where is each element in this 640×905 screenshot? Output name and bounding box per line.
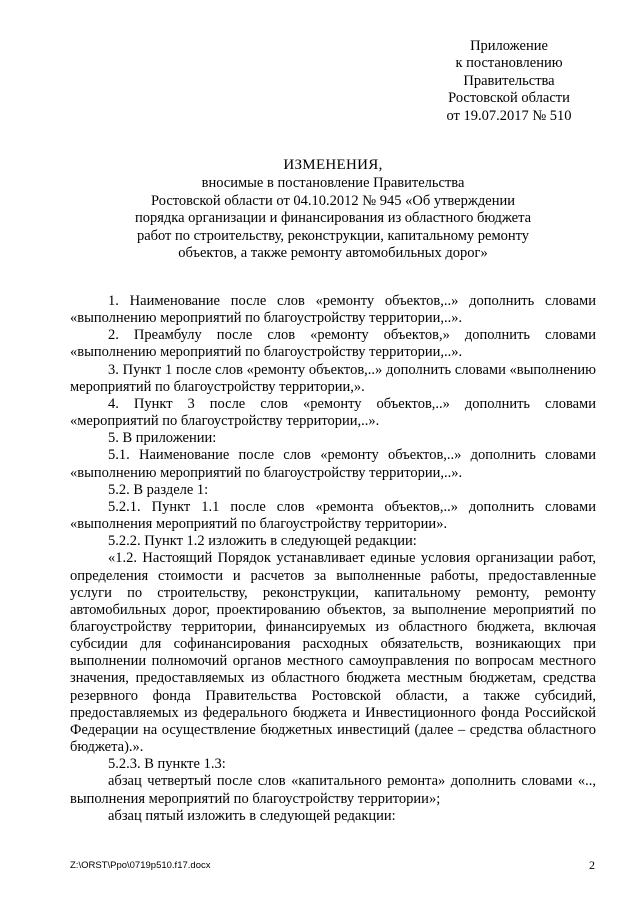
- appendix-line: Ростовской области: [448, 90, 570, 107]
- paragraph-item-5-2-2: 5.2.2. Пункт 1.2 изложить в следующей редакции:: [108, 533, 417, 550]
- paragraph-item-2: 2. Преамбулу после слов «ремонту объектов,» дополнить словами «выполнению мероприятий по благоустройству территории,..».: [70, 327, 596, 361]
- paragraph-quoted-1-2: «1.2. Настоящий Порядок устанавливает единые условия организации работ, определения стоимости и расчетов за выполненные работы, предоставленные услуги по строительству, реконструкции, капитальному ремонту, ремонту автомобильных дорог, проектированию объектов, за выполнение мероприятий по благоустройству территории, финансируемых из областного бюджета, включая субсидии для софинансирования расходных обязательств, возникающих при выполнении полномочий органов местного самоуправления по вопросам местного значения, предоставляемых из областного бюджета местным бюджетам, средства резервного фонда Правительства Ростовской области, а также субсидий, предоставляемых из федерального бюджета и Инвестиционного фонда Российской Федерации на осуществление бюджетных инвестиций (далее – средства областного бюджета).».: [70, 550, 596, 756]
- paragraph-item-5-2-1: 5.2.1. Пункт 1.1 после слов «ремонта объектов,..» дополнить словами «выполнения мероприятий по благоустройству территории».: [70, 498, 596, 533]
- paragraph-abzac-4: абзац четвертый после слов «капитального ремонта» дополнить словами «.., выполнения мероприятий по благоустройству территории»;: [70, 773, 596, 807]
- title-line: порядка организации и финансирования из областного бюджета: [134, 210, 532, 227]
- appendix-line: Приложение: [470, 38, 548, 54]
- paragraph-abzac-5: абзац пятый изложить в следующей редакции:: [108, 807, 396, 824]
- footer-file-path: Z:\ORST\Ppo\0719p510.f17.docx: [70, 860, 211, 871]
- appendix-line: Правительства: [463, 72, 555, 89]
- appendix-block: [420, 38, 598, 125]
- title-line: Ростовской области от 04.10.2012 № 945 «Об утверждении: [151, 192, 515, 209]
- document-body: [70, 293, 596, 825]
- page-number: 2: [589, 858, 595, 872]
- paragraph-item-4: 4. Пункт 3 после слов «ремонту объектов,..» дополнить словами «мероприятий по благоустройству территории,..».: [70, 395, 596, 430]
- paragraph-item-5-1: 5.1. Наименование после слов «ремонту объектов,..» дополнить словами «выполнению мероприятий по благоустройству территории,..».: [70, 447, 596, 481]
- paragraph-item-3: 3. Пункт 1 после слов «ремонту объектов,..» дополнить словами «выполнению мероприятий по благоустройству территории,».: [70, 361, 596, 395]
- title-heading: ИЗМЕНЕНИЯ,: [283, 157, 383, 173]
- paragraph-item-5-2: 5.2. В разделе 1:: [108, 481, 209, 498]
- paragraph-item-1: 1. Наименование после слов «ремонту объектов,..» дополнить словами «выполнению мероприятий по благоустройству территории,..».: [70, 293, 596, 327]
- appendix-line: к постановлению: [455, 55, 563, 72]
- paragraph-item-5: 5. В приложении:: [108, 430, 217, 447]
- title-line: работ по строительству, реконструкции, капитальному ремонту: [136, 227, 530, 244]
- title-line: объектов, а также ремонту автомобильных дорог»: [178, 245, 488, 262]
- title-line: вносимые в постановление Правительства: [201, 175, 465, 192]
- document-title: [70, 157, 596, 262]
- appendix-line: от 19.07.2017 № 510: [446, 107, 572, 124]
- paragraph-item-5-2-3: 5.2.3. В пункте 1.3:: [108, 756, 226, 773]
